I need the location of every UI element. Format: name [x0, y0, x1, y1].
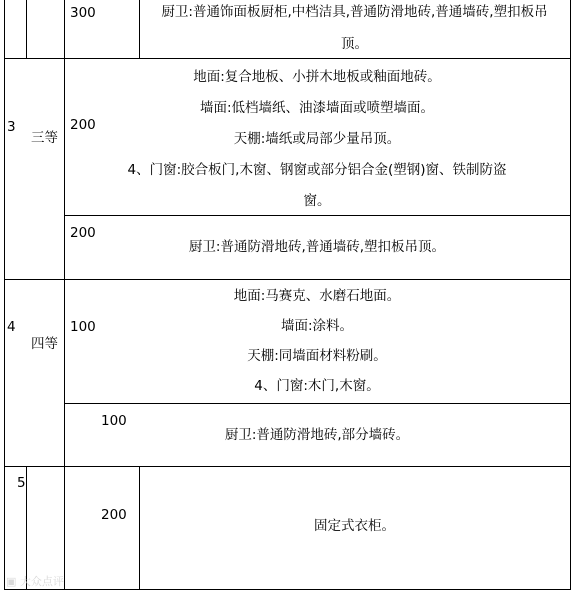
amount-cell: 200	[70, 225, 96, 241]
description-line: 4、门窗:胶合板门,木窗、钢窗或部分铝合金(塑钢)窗、铁制防盗	[127, 162, 507, 178]
description-line: 顶。	[341, 36, 368, 52]
grade-label: 三等	[31, 130, 58, 146]
description-line: 天棚:同墙面材料粉刷。	[247, 348, 387, 364]
description-line: 厨卫:普通饰面板厨柜,中档洁具,普通防滑地砖,普通墙砖,塑扣板吊	[161, 4, 548, 20]
amount-cell: 100	[70, 319, 96, 335]
description-line: 固定式衣柜。	[314, 518, 395, 534]
amount-cell: 200	[101, 507, 127, 523]
row-number: 3	[7, 119, 16, 135]
row-number: 4	[7, 319, 16, 335]
amount-cell: 100	[101, 413, 127, 429]
watermark: ▣ 大众点评	[6, 575, 64, 588]
amount-cell: 300	[70, 5, 96, 21]
amount-cell: 200	[70, 117, 96, 133]
row-divider	[4, 466, 571, 467]
description-line: 墙面:低档墙纸、油漆墙面或喷塑墙面。	[199, 100, 435, 116]
description-line: 墙面:涂料。	[280, 318, 354, 334]
row-divider	[64, 403, 571, 404]
grade-label: 四等	[31, 336, 58, 352]
column-divider	[26, 466, 27, 590]
camera-icon: ▣	[6, 575, 17, 588]
column-divider	[26, 0, 27, 59]
description-line: 4、门窗:木门,木窗。	[254, 378, 380, 394]
row-divider	[4, 58, 571, 59]
column-divider	[4, 0, 5, 590]
row-divider	[4, 589, 571, 590]
description-line: 窗。	[303, 193, 331, 209]
description-line: 地面:复合地板、小拼木地板或釉面地砖。	[193, 69, 441, 85]
row-number: 5	[17, 475, 26, 491]
column-divider	[570, 0, 571, 590]
row-divider	[4, 279, 571, 280]
description-line: 地面:马赛克、水磨石地面。	[233, 288, 401, 304]
description-line: 天棚:墙纸或局部少量吊顶。	[233, 131, 401, 147]
description-line: 厨卫:普通防滑地砖,部分墙砖。	[224, 427, 410, 443]
description-line: 厨卫:普通防滑地砖,普通墙砖,塑扣板吊顶。	[188, 239, 446, 255]
